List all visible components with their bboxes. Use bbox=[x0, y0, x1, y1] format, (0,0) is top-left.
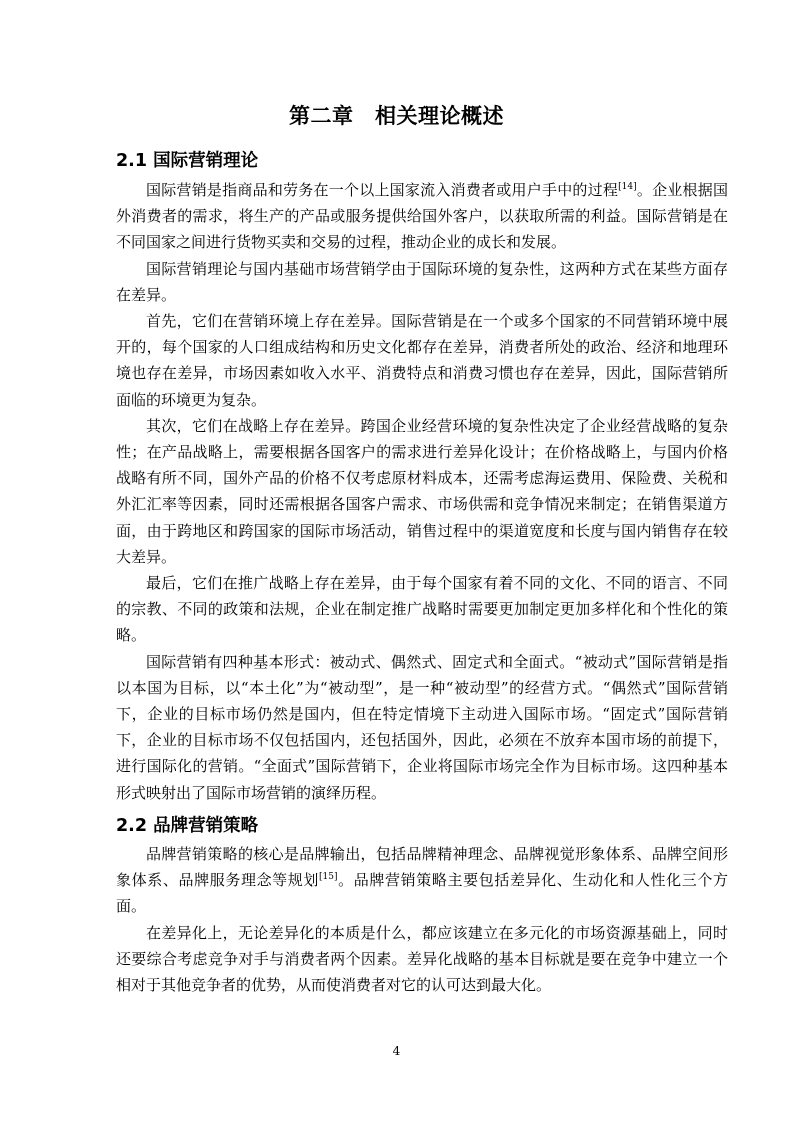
paragraph: 在差异化上，无论差异化的本质是什么，都应该建立在多元化的市场资源基础上，同时还要综合考虑竞争对手与消费者两个因素。差异化战略的基本目标就是要在竞争中建立一个相对于其他竞争者的优势，从而使消费者对它的认可达到最大化。 bbox=[116, 923, 728, 995]
section-title-2-2: 2.2 品牌营销策略 bbox=[116, 816, 259, 836]
paragraph: 国际营销理论与国内基础市场营销学由于国际环境的复杂性，这两种方式在某些方面存在差异。 bbox=[116, 259, 728, 304]
page-number: 4 bbox=[392, 1044, 401, 1058]
paragraph: 最后，它们在推广战略上存在差异，由于每个国家有着不同的文化、不同的语言、不同的宗教、不同的政策和法规，企业在制定推广战略时需要更加制定更加多样化和个性化的策略。 bbox=[116, 574, 728, 645]
paragraph: 其次，它们在战略上存在差异。跨国企业经营环境的复杂性决定了企业经营战略的复杂性；在产品战略上，需要根据各国客户的需求进行差异化设计；在价格战略上，与国内价格战略有所不同，国外产品的价格不仅考虑原材料成本，还需考虑海运费用、保险费、关税和外汇汇率等因素，同时还需根据各国客户需求、市场供需和竞争情况来制定；在销售渠道方面，由于跨地区和跨国家的国际市场活动，销售过程中的渠道宽度和长度与国内销售存在较大差异。 bbox=[116, 416, 728, 566]
paragraph: 国际营销是指商品和劳务在一个以上国家流入消费者或用户手中的过程[14]。企业根据国外消费者的需求，将生产的产品或服务提供给国外客户，以获取所需的利益。国际营销是在不同国家之间进行货物买卖和交易的过程，推动企业的成长和发展。 bbox=[116, 181, 728, 252]
chapter-title: 第二章 相关理论概述 bbox=[289, 104, 504, 128]
paragraph: 国际营销有四种基本形式：被动式、偶然式、固定式和全面式。“被动式”国际营销是指以本国为目标，以“本土化”为“被动型”，是一种“被动型”的经营方式。“偶然式”国际营销下，企业的目标市场仍然是国内，但在特定情境下主动进入国际市场。“固定式”国际营销下，企业的目标市场不仅包括国内，还包括国外，因此，必须在不放弃本国市场的前提下，进行国际化的营销。“全面式”国际营销下，企业将国际市场完全作为目标市场。这四种基本形式映射出了国际市场营销的演绎历程。 bbox=[116, 652, 728, 802]
section-title-2-1: 2.1 国际营销理论 bbox=[116, 151, 259, 171]
citation: [14] bbox=[618, 182, 637, 192]
citation: [15] bbox=[319, 872, 338, 883]
paragraph: 品牌营销策略的核心是品牌输出，包括品牌精神理念、品牌视觉形象体系、品牌空间形象体系、品牌服务理念等规划[15]。品牌营销策略主要包括差异化、生动化和人性化三个方面。 bbox=[116, 845, 728, 916]
paragraph: 首先，它们在营销环境上存在差异。国际营销是在一个或多个国家的不同营销环境中展开的，每个国家的人口组成结构和历史文化都存在差异，消费者所处的政治、经济和地理环境也存在差异，市场因素如收入水平、消费特点和消费习惯也存在差异，因此，国际营销所面临的环境更为复杂。 bbox=[116, 312, 728, 409]
section-body-2-1 bbox=[116, 177, 728, 806]
section-body-2-2 bbox=[116, 841, 728, 998]
